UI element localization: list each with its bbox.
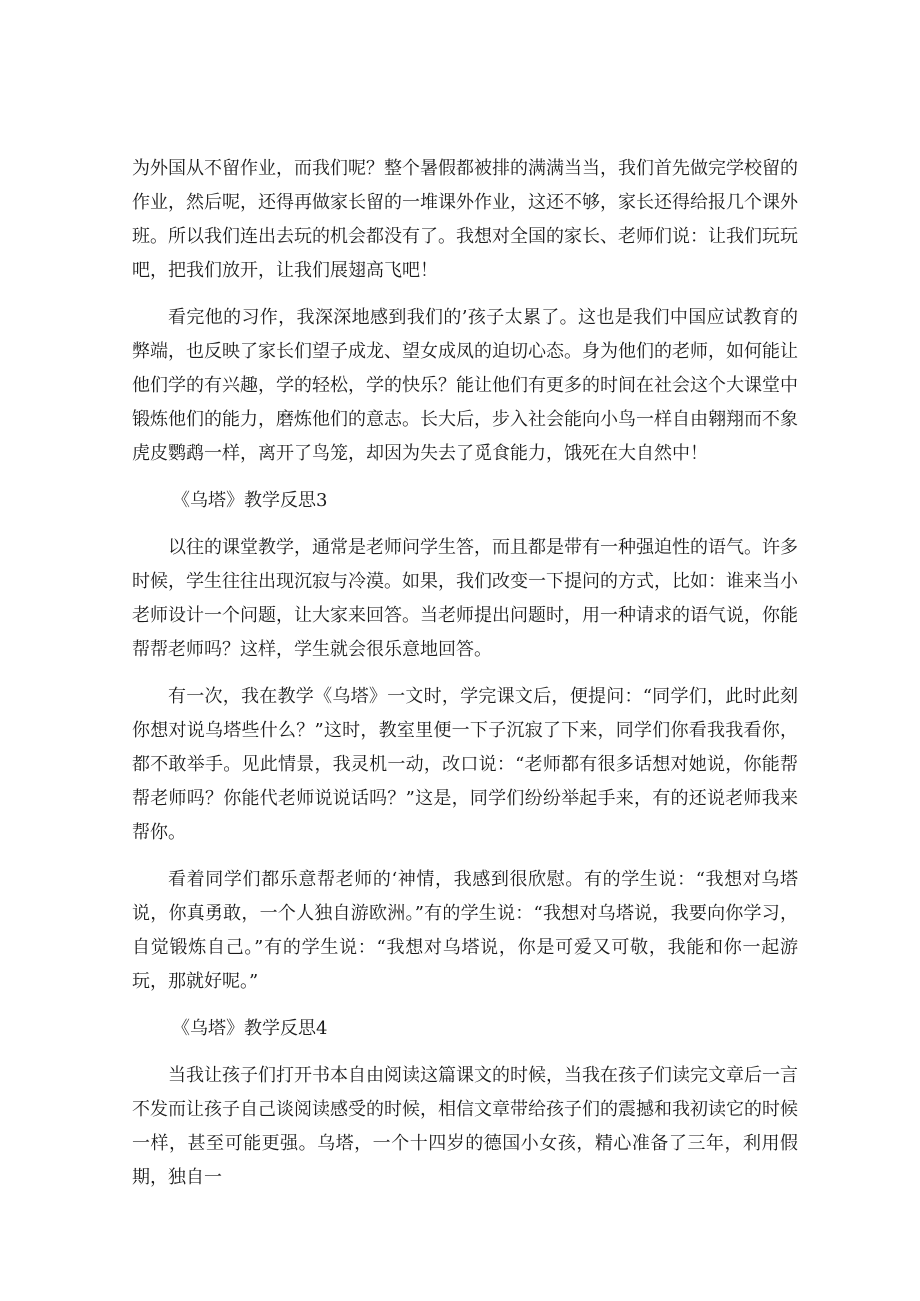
section-heading-reflection-3: 《乌塔》教学反思3 bbox=[172, 490, 328, 511]
paragraph-reflection-on-essay: 看完他的习作，我深深地感到我们的’孩子太累了。这也是我们中国应试教育的弊端，也反映了家长们望子成龙、望女成凤的迫切心态。身为他们的老师，如何能让他们学的有兴趣，学的轻松，学的快乐？能让他们有更多的时间在社会这个大课堂中锻炼他们的能力，磨炼他们的意志。长大后，步入社会能向小鸟一样自由翱翔而不象虎皮鹦鹉一样，离开了鸟笼，却因为失去了觅食能力，饿死在大自然中！ bbox=[132, 307, 798, 464]
paragraph-classroom-questioning: 以往的课堂教学，通常是老师问学生答，而且都是带有一种强迫性的语气。许多时候，学生往往出现沉寂与冷漠。如果，我们改变一下提问的方式，比如：谁来当小老师设计一个问题，让大家来回答。当老师提出问题时，用一种请求的语气说，你能帮帮老师吗？这样，学生就会很乐意地回答。 bbox=[132, 537, 798, 660]
document-body bbox=[132, 152, 798, 1195]
paragraph-continuation: 为外国从不留作业，而我们呢？整个暑假都被排的满满当当，我们首先做完学校留的作业，然后呢，还得再做家长留的一堆课外作业，这还不够，家长还得给报几个课外班。所以我们连出去玩的机会都没有了。我想对全国的家长、老师们说：让我们玩玩吧，把我们放开，让我们展翅高飞吧！ bbox=[132, 158, 798, 281]
paragraph-teaching-example: 有一次，我在教学《乌塔》一文时，学完课文后，便提问：“同学们，此时此刻你想对说乌塔些什么？”这时，教室里便一下子沉寂了下来，同学们你看我我看你，都不敢举手。见此情景，我灵机一动，改口说：“老师都有很多话想对她说，你能帮帮老师吗？你能代老师说说话吗？”这是，同学们纷纷举起手来，有的还说老师我来帮你。 bbox=[132, 686, 798, 843]
paragraph-reading-reflection: 当我让孩子们打开书本自由阅读这篇课文的时候，当我在孩子们读完文章后一言不发而让孩子自己谈阅读感受的时候，相信文章带给孩子们的震撼和我初读它的时候一样，甚至可能更强。乌塔，一个十四岁的德国小女孩，精心准备了三年，利用假期，独自一 bbox=[132, 1065, 798, 1188]
paragraph-student-responses: 看着同学们都乐意帮老师的‘神情，我感到很欣慰。有的学生说：“我想对乌塔说，你真勇敢，一个人独自游欧洲。”有的学生说：“我想对乌塔说，我要向你学习，自觉锻炼自己。”有的学生说：“我想对乌塔说，你是可爱又可敬，我能和你一起游玩，那就好呢。” bbox=[132, 869, 798, 992]
section-heading-reflection-4: 《乌塔》教学反思4 bbox=[172, 1018, 328, 1039]
